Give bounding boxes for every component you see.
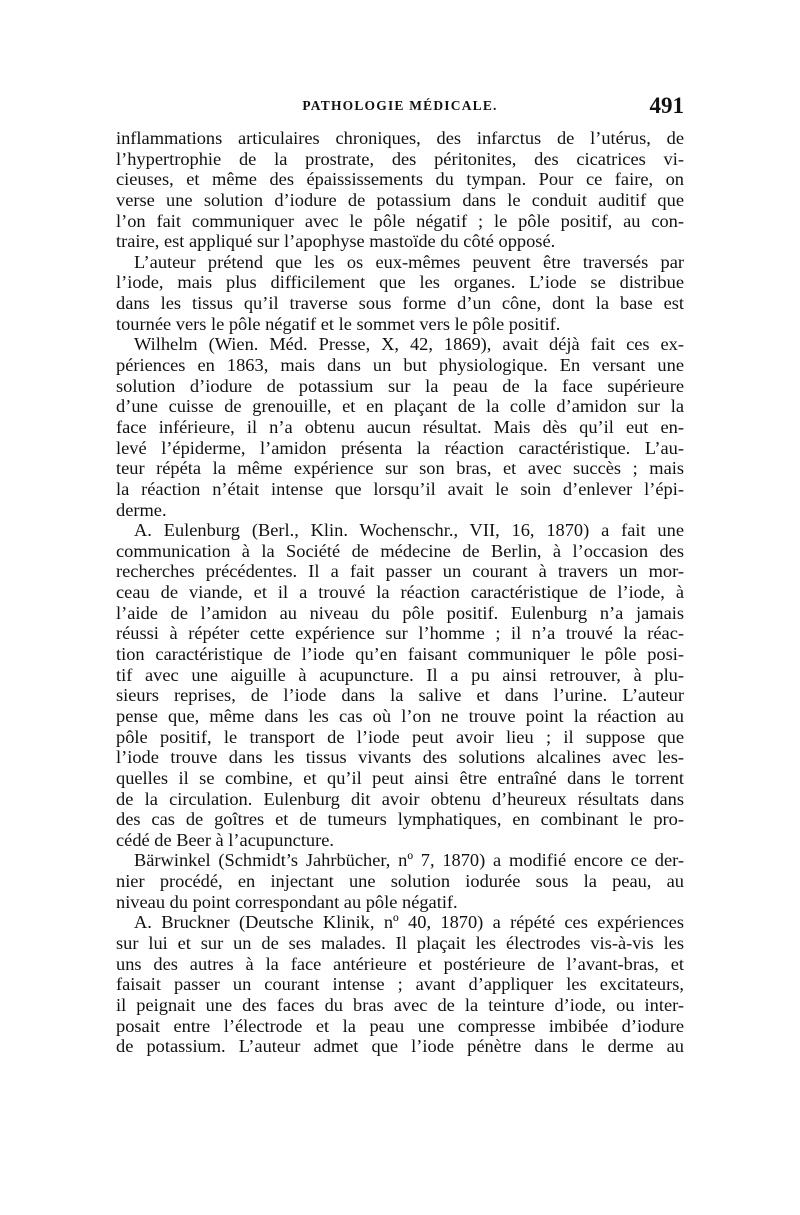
text-line: cieuses, et même des épaississements du tympan. Pour ce faire, on: [116, 169, 684, 190]
text-line: faisait passer un courant intense ; avant d’appliquer les excitateurs,: [116, 974, 684, 995]
page-header: [116, 93, 684, 120]
text-line: l’iode, mais plus difficilement que les organes. L’iode se distribue: [116, 272, 684, 293]
text-line: périences en 1863, mais dans un but physiologique. En versant une: [116, 355, 684, 376]
text-line: posait entre l’électrode et la peau une compresse imbibée d’iodure: [116, 1015, 684, 1036]
text-line: l’hypertrophie de la prostrate, des péritonites, des cicatrices vi-: [116, 148, 684, 169]
running-head: PATHOLOGIE MÉDICALE.: [302, 98, 498, 113]
body-text: [116, 128, 684, 1057]
paragraph: [116, 520, 684, 850]
text-line: quelles il se combine, et qu’il peut ainsi être entraîné dans le torrent: [116, 767, 684, 788]
paragraph: [116, 850, 684, 912]
text-line: de la circulation. Eulenburg dit avoir obtenu d’heureux résultats dans: [116, 788, 684, 809]
text-line: levé l’épiderme, l’amidon présenta la réaction caractéristique. L’au-: [116, 437, 684, 458]
text-line: Wilhelm (Wien. Méd. Presse, X, 42, 1869), avait déjà fait ces ex-: [134, 334, 684, 355]
text-line: l’on fait communiquer avec le pôle négatif ; le pôle positif, au con-: [116, 210, 684, 231]
text-line: tif avec une aiguille à acupuncture. Il a pu ainsi retrouver, à plu-: [116, 664, 684, 685]
text-line: sur lui et sur un de ses malades. Il plaçait les électrodes vis-à-vis les: [116, 932, 684, 953]
text-line: de potassium. L’auteur admet que l’iode pénètre dans le derme au: [116, 1036, 684, 1057]
text-line: tion caractéristique de l’iode qu’en faisant communiquer le pôle posi-: [116, 644, 684, 665]
text-line: pôle positif, le transport de l’iode peut avoir lieu ; il suppose que: [116, 726, 684, 747]
text-line: recherches précédentes. Il a fait passer un courant à travers un mor-: [116, 561, 684, 582]
text-line: tournée vers le pôle négatif et le sommet vers le pôle positif.: [116, 313, 561, 334]
text-line: verse une solution d’iodure de potassium dans le conduit auditif que: [116, 189, 684, 210]
text-line: d’une cuisse de grenouille, et en plaçant de la colle d’amidon sur la: [116, 396, 684, 417]
text-line: solution d’iodure de potassium sur la peau de la face supérieure: [116, 375, 684, 396]
paragraph: [116, 128, 684, 252]
page-number: 491: [649, 93, 684, 118]
text-line: la réaction n’était intense que lorsqu’il avait le soin d’enlever l’épi-: [116, 478, 684, 499]
text-line: dans les tissus qu’il traverse sous forme d’un cône, dont la base est: [116, 293, 684, 314]
text-line: communication à la Société de médecine de Berlin, à l’occasion des: [116, 540, 684, 561]
paragraph: [116, 334, 684, 520]
text-line: face inférieure, il n’a obtenu aucun résultat. Mais dès qu’il eut en-: [116, 416, 684, 437]
text-line: inflammations articulaires chroniques, des infarctus de l’utérus, de: [116, 128, 684, 148]
text-line: l’aide de l’amidon au niveau du pôle positif. Eulenburg n’a jamais: [116, 602, 684, 623]
text-line: pense que, même dans les cas où l’on ne trouve point la réaction au: [116, 705, 684, 726]
paragraph: [116, 252, 684, 335]
text-line: il peignait une des faces du bras avec de la teinture d’iode, ou inter-: [116, 994, 684, 1015]
paragraph: [116, 912, 684, 1056]
text-line: A. Bruckner (Deutsche Klinik, nº 40, 1870) a répété ces expériences: [134, 912, 684, 933]
text-line: niveau du point correspondant au pôle négatif.: [116, 891, 458, 912]
text-line: nier procédé, en injectant une solution iodurée sous la peau, au: [116, 871, 684, 892]
text-line: traire, est appliqué sur l’apophyse mastoïde du côté opposé.: [116, 231, 556, 252]
text-line: réussi à répéter cette expérience sur l’homme ; il n’a trouvé la réac-: [116, 623, 684, 644]
text-line: derme.: [116, 499, 167, 520]
text-line: L’auteur prétend que les os eux-mêmes peuvent être traversés par: [134, 251, 684, 272]
text-line: A. Eulenburg (Berl., Klin. Wochenschr., VII, 16, 1870) a fait une: [134, 520, 684, 541]
text-line: uns des autres à la face antérieure et postérieure de l’avant-bras, et: [116, 953, 684, 974]
text-line: cédé de Beer à l’acupuncture.: [116, 829, 335, 850]
text-line: ceau de viande, et il a trouvé la réaction caractéristique de l’iode, à: [116, 582, 684, 603]
text-line: des cas de goîtres et de tumeurs lymphatiques, en combinant le pro-: [116, 809, 684, 830]
text-line: l’iode trouve dans les tissus vivants des solutions alcalines avec les-: [116, 747, 684, 768]
text-line: teur répéta la même expérience sur son bras, et avec succès ; mais: [116, 458, 684, 479]
text-line: sieurs reprises, de l’iode dans la salive et dans l’urine. L’auteur: [116, 685, 684, 706]
text-line: Bärwinkel (Schmidt’s Jahrbücher, nº 7, 1870) a modifié encore ce der-: [134, 850, 684, 871]
